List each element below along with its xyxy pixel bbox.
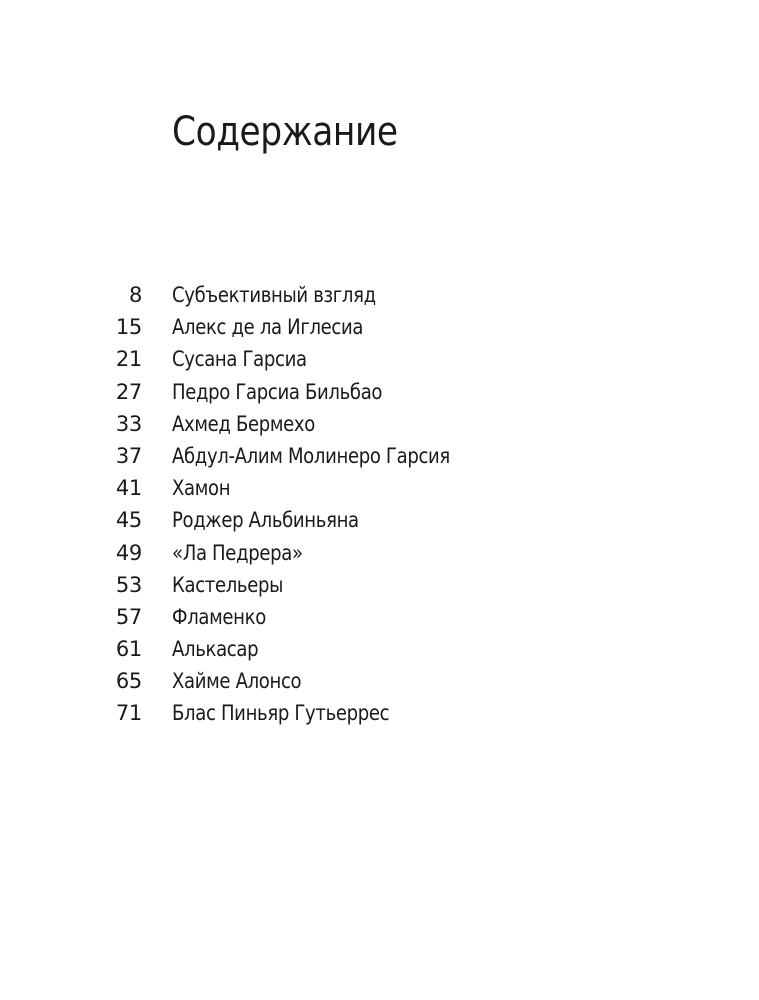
table-of-contents	[0, 279, 759, 730]
toc-page-number: 8	[128, 283, 142, 307]
toc-page-number: 45	[115, 508, 142, 533]
toc-entry-title: Роджер Альбиньяна	[172, 508, 359, 533]
toc-entry-title: Сусана Гарсиа	[172, 347, 307, 372]
toc-entry	[0, 376, 759, 408]
toc-entry-title: Фламенко	[172, 604, 266, 629]
toc-entry-title: Хамон	[172, 476, 231, 501]
toc-page-number: 57	[115, 604, 142, 629]
toc-page-number: 61	[115, 637, 142, 662]
toc-page-number: 41	[115, 476, 142, 501]
toc-entry	[0, 472, 759, 504]
toc-entry-title: Хайме Алонсо	[172, 669, 302, 694]
toc-entry	[0, 537, 759, 569]
page-title: Содержание	[172, 109, 398, 155]
toc-entry	[0, 504, 759, 536]
toc-entry	[0, 440, 759, 472]
toc-entry	[0, 601, 759, 633]
toc-page-number: 65	[115, 669, 142, 694]
toc-entry-title: Педро Гарсиа Бильбао	[172, 379, 383, 404]
toc-entry-title: Субъективный взгляд	[172, 283, 376, 307]
toc-page-number: 71	[115, 701, 142, 726]
toc-page-number: 21	[115, 347, 142, 372]
toc-entry-title: «Ла Педрера»	[172, 540, 303, 565]
toc-entry-title: Блас Пиньяр Гутьеррес	[172, 701, 390, 726]
toc-page-number: 49	[115, 540, 142, 565]
toc-page-number: 15	[115, 315, 142, 340]
toc-page-number: 37	[115, 443, 142, 468]
toc-entry	[0, 311, 759, 343]
toc-entry-title: Кастельеры	[172, 572, 284, 597]
toc-entry	[0, 343, 759, 375]
toc-entry	[0, 569, 759, 601]
toc-page-number: 33	[115, 411, 142, 436]
toc-entry-title: Алекс де ла Иглесиа	[172, 315, 364, 340]
toc-entry-title: Алькасар	[172, 637, 259, 662]
toc-page-number: 27	[115, 379, 142, 404]
toc-entry-title: Абдул-Алим Молинеро Гарсия	[172, 443, 450, 468]
toc-entry	[0, 633, 759, 665]
toc-entry-title: Ахмед Бермехо	[172, 411, 315, 436]
toc-entry	[0, 665, 759, 697]
toc-entry	[0, 697, 759, 729]
toc-entry	[0, 279, 759, 311]
toc-entry	[0, 408, 759, 440]
toc-page-number: 53	[115, 572, 142, 597]
